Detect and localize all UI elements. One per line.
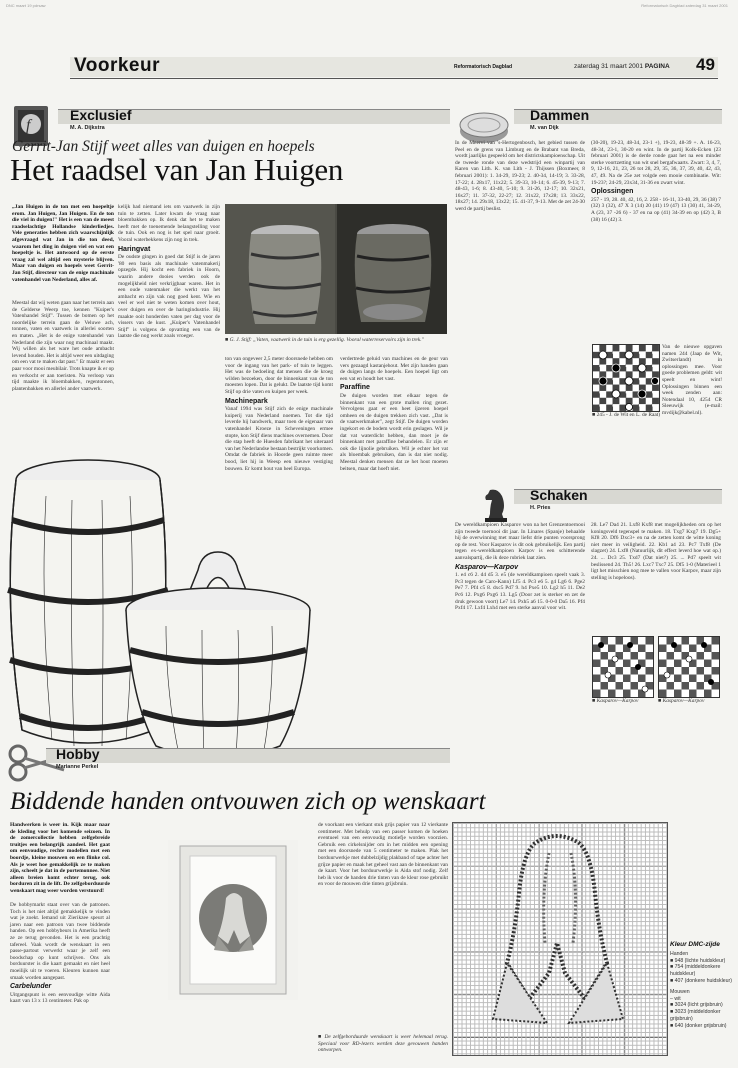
barrel-photo-art [225, 204, 447, 334]
chess-diagram-1-caption-text: Kasparov—Karpov [596, 698, 639, 704]
exclusief-col2-text: kelijk had niemand iets om vaatwerk in zijn tuin te zetten. Later kwam de vraag naar bloembakken op. Ik denk dat het te maken heeft met de toenemende belangstelling voor de tuin. Ook en nog is het spel naar groeit. Vooral waterbekkens zijn nog in trek. [118, 204, 220, 243]
top-meta-right: Reformatorisch Dagblad zaterdag 31 maart 2001 [641, 3, 728, 8]
dammen-col2-text: (30-20), 19-23, 48-34, 23-1 +), 19-23, 48-39 +. A. 16-23, 48-34, 23-1, 30-20 en wint. In de partij Kolk-Ecken (23 februari 2001) is de derde ronde gaat het na een minder sterke voortzetting van wit snel bergafwaarts. Zwart: 3, 4, 7, 9, 12-16, 21, 23, 26 tot 28, 29, 35, 36, 37, 39, 40, 42, 43, 47, 49. Na de 25e zet volgde een mooie combinatie. Wit: 19-23?; 24-29, 23x34, 31-36 en zwart wint. [591, 140, 721, 186]
barrel-photo-caption [225, 337, 447, 351]
schaken-col2: 28. Le7 Da4 21. Lxf8 Kxf8 met mogelijkheden om op het koningsveld tegenspel te maken. 18. Txg7 Kxg7 19. Dg5+ Kf8 20. Df6 Dxc3+ en na de zetten komt de witte koning niet meer in veiligheid. 22. Kb1 a4 23. Pc7 Txf8 (De slagzet) 24. Lxf8 (Natuurlijk, dit effect leverd hoe wat op.) 24. ... Dc3 25. Txd7 (Dat niet?) 25. ... Pd7 speelt wit beslissend 24. Th5! 26. Lxc7 Txc7 25. Df5 1-0 (Materieel 1 ligt het misschien nog mee te vallen voor Karpov, maar zijn stelling is hopeloos). [591, 522, 721, 581]
dammen-author: M. van Dijk [530, 125, 559, 131]
caption-bullet-icon: ■ [225, 337, 230, 343]
exclusief-col4 [340, 356, 448, 736]
pagina-label: PAGINA [644, 63, 670, 70]
page-number: 49 [696, 55, 715, 74]
dammen-col1: In de Meervi van 's-Hertogenbosch, het gebied tussen de Peel en de grens van Limburg en de Brabant van Breda, wordt jaarlijks gespeeld om het districtskampioenschap. Uit de tweede ronde van deze wedstrijd een winpartij van Karen van Lith. K. van Lith - J. Thijssen (Boxmeer, 8 februari 2001): 1. 34-29, 19-23; 2. 40-34, 14-19; 3. 33-28, 17-22; 4. 28x17, 11x22; 5. 39-33, 10-14; 6. 45-39, 9-13; 7. 48-43, 1-6; 8. 43-40, 5-10; 9. 31-26, 12-17; 10. 32x21, 16x27; 11. 37-32, 22-27; 12. 31x22, 17x28; 13. 33x22, 18x27; 14. 29x18, 13x22; 15. 41-37, 9-13. Met de zet 24-30 werd de partij beslist. [455, 140, 585, 212]
hobby-col1 [10, 902, 110, 1052]
color-key-item [670, 958, 734, 965]
exclusief-lead: „Jan Huigen in de ton met een hoepeltje erom. Jan Huigen, Jan Huigen. En de ton die viel in duigen!" Het is een van de meest raadselachtige Hollandse kinderliedjes. Vele generaties hebben zich waarschijnlijk afgevraagd wat Jan in die ton deed, waarom het ding in duigen viel en wat een hoepeltje is. Het antwoord op de eerste vraag zal wel altijd een mysterie blijven. Maar van duigen en hoepels weet Gerrit-Jan Stijf, directeur van de enige machinale vatenhandel van Nederland, alles af. [12, 204, 114, 283]
chess-diagram-2-caption-text: Kasparov—Karpov [662, 698, 705, 704]
caption-bullet-icon: ■ [658, 698, 663, 704]
color-key-title: Kleur DMC-zijde [670, 941, 720, 948]
hobby-caption-text: De zelfgeborduurde wenskaart is weer helemaal terug. Speciaal voor RD-lezers werden deze gevouwen handen ontworpen. [318, 1034, 448, 1054]
color-key-item [670, 1023, 734, 1030]
newspaper-name: Reformatorisch Dagblad [454, 64, 513, 70]
issue-date-text: zaterdag 31 maart 2001 [574, 63, 644, 70]
color-key-item-text: 3024 (licht grijsbruin) [674, 1002, 723, 1009]
swatch-icon: ■ [670, 977, 675, 984]
dammen-col2-text-b: 257 - 19, 28. 40, 42, 16, 2. 258 - 16-11, 33-40, 29, 36 (38) 7 (32) 3 (32), 47 X 3 (14) 20 (41) 19 (47) 13 (30) 41, 34-29, A (23, 37 -26 6) - 37 en na op (41) 34-39 en op (42) 3, B (38) 16 (42) 3. [591, 196, 721, 223]
barrel-photo-caption-text: G. J. Stijf: „Vaten, vaatwerk in de tuin is erg gezellig. Vooral waterreservoirs zijn in trek." [229, 337, 424, 343]
exclusief-section-title: Exclusief [70, 107, 132, 123]
caption-bullet-icon: ■ [318, 1034, 325, 1040]
color-key-item [670, 978, 734, 985]
dammen-section-title: Dammen [530, 107, 590, 123]
issue-date [574, 63, 670, 70]
schaken-col1-text-b: 1. e4 c6 2. d4 d5 3. e5 (de wereldkampioen speelt vaak 3. Pc3 tegen de Caro-Kann) Lf5 4. Pc3 e6 5. g4 Lg6 6. Pge2 Pe7 7. Pf4 c5 8. dxc5 Pd7 9. h4 Pxe5 10. Lg2 h5 11. De2 Pc6 12. Pxg6 Pxg6 13. Lg5 (Door zet is sterker en zet de druk gewoon voort) Le7 14. Pxh5 a6 15. 0-0-0 Da5 16. Pf4 Pxf4 17. Lxf4 Lxh4 met een sterke aanval voor wit. [455, 572, 585, 612]
schaken-author: H. Pries [530, 505, 551, 511]
caption-bullet-icon: ■ [592, 412, 597, 418]
schaken-col1 [455, 522, 585, 752]
chess-pieces-2 [659, 637, 719, 697]
svg-text:f: f [26, 117, 31, 134]
color-key-group-handen: Handen [670, 950, 689, 957]
chess-pieces-1 [593, 637, 653, 697]
chess-diagram-1 [592, 636, 654, 698]
exclusief-col4-text: verdertrede geluid van machines en de geur van vers gezaagd kastanjehout. Met zijn handen gaan de duigen langs de hoepels. Een hoepel ligt om een vat en houdt het vast. [340, 356, 448, 382]
header-rule [70, 78, 718, 79]
subhead-paraffine: Paraffine [340, 384, 370, 392]
hobby-author: Marianne Perkel [56, 764, 99, 770]
barrel-illustration [6, 440, 326, 770]
exclusief-col2 [118, 204, 220, 430]
exclusief-col4-text-b: De duigen worden met elkaar tegen de binnenkant van een grote mallen ring gezet. Vervolgens gaat er een heet ijzeren hoepel omheen en de duigen trekken zich vast. „Dat is de vaatwerkmaker", zegt Stijf. De duigen worden ingekort en de bodem wordt erin geslagen. Wil je dat vat waterdicht hebben, dan moet je de binnenkant met paraffine behandelen. Er zijn er ook die lijnolie gebruiken. Wil je echter het vat als bloembak gebruiken, dan is dat niet nodig. Meestal denken mensen dat ze het hout moeten beitsen, maar dat hoeft niet. [340, 392, 448, 472]
color-key-item-text: wit [674, 995, 681, 1002]
section-title: Voorkeur [74, 55, 161, 76]
chess-knight-icon [480, 484, 512, 524]
color-key-item [670, 996, 734, 1003]
swatch-icon: – [670, 995, 675, 1002]
swatch-icon: ■ [670, 1002, 675, 1009]
hobby-lead: Handwerken is weer in. Kijk maar naar de kleding voor het komende seizoen. In de zomercollectie hebben zelfgebreide truitjes een belangrijk aandeel. Het gaat om eenvoudige, rechte modellen met een boordje, kleine mouwen en een flinke col. Als je weet hoe gemakkelijk ze te maken zijn, scheelt je dat in de portemonnee. Niet alleen breien komt echter terug, ook borduren zit in de lift. De zelfgeborduurde wenskaart mag weer worden verstuurd! [10, 822, 110, 894]
exclusief-author: M. A. Dijkstra [70, 125, 105, 131]
cross-stitch-chart [452, 822, 668, 1056]
exclusief-headline: Het raadsel van Jan Huigen [10, 152, 344, 187]
chess-diagram-2-caption [658, 698, 720, 706]
hobby-col1-text-b: Uitgangspunt is een eenvoudige witte Aida kaart van 13 x 13 centimeter. Pak op [10, 991, 110, 1005]
subhead-kasparov-karpov: Kasparov—Karpov [455, 563, 519, 571]
subhead-carbelunder: Carbelunder [10, 983, 52, 991]
color-key-item [670, 1002, 734, 1009]
draughts-caption-text: 245 - J. de Wit en L. de Raat) [596, 412, 661, 418]
hobby-caption [318, 1034, 448, 1054]
card-photo [168, 840, 298, 1000]
hobby-col1-text: De hobbymarkt staat over van de patronen. Toch is het niet altijd gemakkelijk te vinden wat je zoekt. Iemand uit Zierikzee speurt al jaren naar een patroon van twee biddende handen. Op een hobbybeurs in Amerika heeft ze ze terug gevonden. Het is een prachtig tafereel. Vaak wordt de wenskaart in een passe-partout verwerkt waar je zelf een boodschap op kunt schrijven. Ons als borduurster is die kaart gemaakt en niet heel moeilijk uit te voeren. Kleuren kunnen naar smaak worden aangepast. [10, 902, 110, 981]
color-key-item-text: 407 (donkere huidskleur) [674, 977, 732, 984]
color-key-item [670, 1009, 734, 1023]
caption-bullet-icon: ■ [592, 698, 597, 704]
color-key-item-text: 948 (lichte huidskleur) [674, 957, 726, 964]
exclusief-col3-text-b: Vanaf 1994 was Stijf zich de enige machinale kuiperij van Nederland noemen. Tot die tijd leverde hij handwerk, maar toen de eigenaar van vatenhandel Kroeze in Scheveningen ermee stopte, kon Stijf diens machines overnemen. Door die stap heeft de Huesden fabrikant het uiteraard van het Nederlandse bestaan bestrijkt voorkomen. Omdat de fabriek in Hoorde geen ruimte meer bood, liet hij in Weesp een nieuwe vestiging bouwen. Er komt hout van heel Europa. [225, 406, 333, 472]
hobby-section-title: Hobby [56, 746, 100, 762]
color-key [670, 942, 734, 1062]
subhead-machinepark: Machinepark [225, 397, 268, 405]
swatch-icon: ■ [670, 1022, 675, 1029]
chess-diagram-2 [658, 636, 720, 698]
swatch-icon: ■ [670, 964, 675, 971]
schaken-section-title: Schaken [530, 487, 588, 503]
color-key-item-text: 754 (middeldonkere huidskleur) [670, 964, 721, 978]
color-key-item-text: 640 (donker grijsbruin) [674, 1022, 727, 1029]
subhead-haringvat: Haringvat [118, 245, 151, 253]
hobby-bar [46, 748, 450, 763]
schaken-col1-text: De wereldkampioen Kasparov won na het Grenzentoernooi zijn tweede toernooi dit jaar. In Linares (Spanje) behaalde hij de overwinning met maar liefst drie punten voorsprong op de rest. Voor Kasparov is dit ook gebruikelijk. Een partij tegen ex-wereldkampioen Karpov is een schitterende aanvalspartij, die ik deze rubriek laat zien. [455, 522, 585, 561]
exclusief-col3-text: ton van ongeveer 2,5 meter doorsnede hebben om voor de ingang van het park- of tuin te leggen. Het was de bedoeling dat mensen die de kroeg wilden bezoeken, door de binnenkant van de ton moesten lopen. Dat is gelukt. De laatste tijd komt Stijf op drie vaten en kuipen per week. [225, 356, 333, 395]
draughts-diagram [592, 344, 660, 412]
color-key-item [670, 964, 734, 978]
card-photo-art [168, 840, 298, 1000]
cross-stitch-pattern [453, 823, 667, 1055]
subhead-oplossingen: Oplossingen [591, 188, 634, 196]
swatch-icon: ■ [670, 957, 675, 964]
draughts-pieces [593, 345, 659, 411]
exclusief-col2-text-b: De oudste gingen in goed dat Stijf is de jaren '80 een basis als machinale vatenmakerij opzegde. Hij kocht een fabriek in Hoorn, waarin andere dooies werden ook de mogelijkheid niet verkrijgbaar waren. Het in een oude vatenmaker die werkt van het ambacht en zijn vak nog goed kent. Wie en veel er wel niet te weten komen over hout, over duigen en over de haringindustrie. Hij maakte ooit honderden vaten per dag voor de vissers van de kust. „Kuiper's Vatenhandel Stijf" is volgens de opvatting een van de laatste die nog werkt zoals vroeger. [118, 254, 220, 340]
exclusief-kicker: Gerrit-Jan Stijf weet alles van duigen en hoepels [12, 138, 315, 155]
top-meta-left: DNC maart 19 pdrsaw [6, 3, 46, 8]
color-key-item-text: 3023 (middeldonker grijsbruin) [670, 1009, 721, 1022]
hobby-headline: Biddende handen ontvouwen zich op wenskaart [10, 788, 486, 815]
hobby-col2: de voorkant een vierkant stuk grijs papier van 12 vierkante centimeter. Met behulp van een passer komen de hoeken eventueel van een eenvoudig motiefje worden voorzien. Gebruik een cirkelsnijder om in het midden een opening met een doorsnede van 5 centimeter te maken. Plak het borduurwerkje met dubbelzijdig plakband of tape achter het grijze papier en maak het geheel vast aan de binnenkant van de kaart. Voor het borduurwerkje is Aida stof nodig. Zelf heb ik voor de handen drie tinten van de kleur rose gebruikt en voor de mouwen drie tinten grijsbruin. [318, 822, 448, 888]
chess-diagram-1-caption [592, 698, 654, 706]
barrel-photo [225, 204, 447, 334]
swatch-icon: ■ [670, 1009, 675, 1016]
exclusief-col1: Meestal dat wij weten gaan naar het terrein aan de Gelderse Weerp toe, kennen "Kuiper's Vatenhandel Stijf". Tussen de bomen op het noordelijke terrein gaan de Veluwe ach, tonnen, vaten en vaatwerk in allerlei soorten en maten. „Het is de enige vatenhandel van Nederland die zijn waar nog machinaal maakt. Wij willen als het ware het oude ambacht levend houden. Het is altijd weer een uitdaging om een vat te maken dat past." Er maakt er een paar voor mooi meubilair. Trots knapte ik er op en verkocht er aan toeristen. Na verloop van tijd maakte ik bloembakken, regentonnen, plantenbakken en allerlei ander vaatwerk. [12, 300, 114, 392]
dammen-col3: Van de nieuwe opgaven namen 244 (Jaap de Wit, Zwitserlandt) in oplossingen mee. Voor goede problemen geldt: wit speelt en wint! Oplossingen binnen een week zenden aan: Notendaal 10, 4254 CR Sleeuwijk (e-mail: mvdijk@kabel.nl). [662, 344, 722, 416]
dammen-col2 [591, 140, 721, 312]
color-key-group-mouwen: Mouwen [670, 988, 690, 995]
